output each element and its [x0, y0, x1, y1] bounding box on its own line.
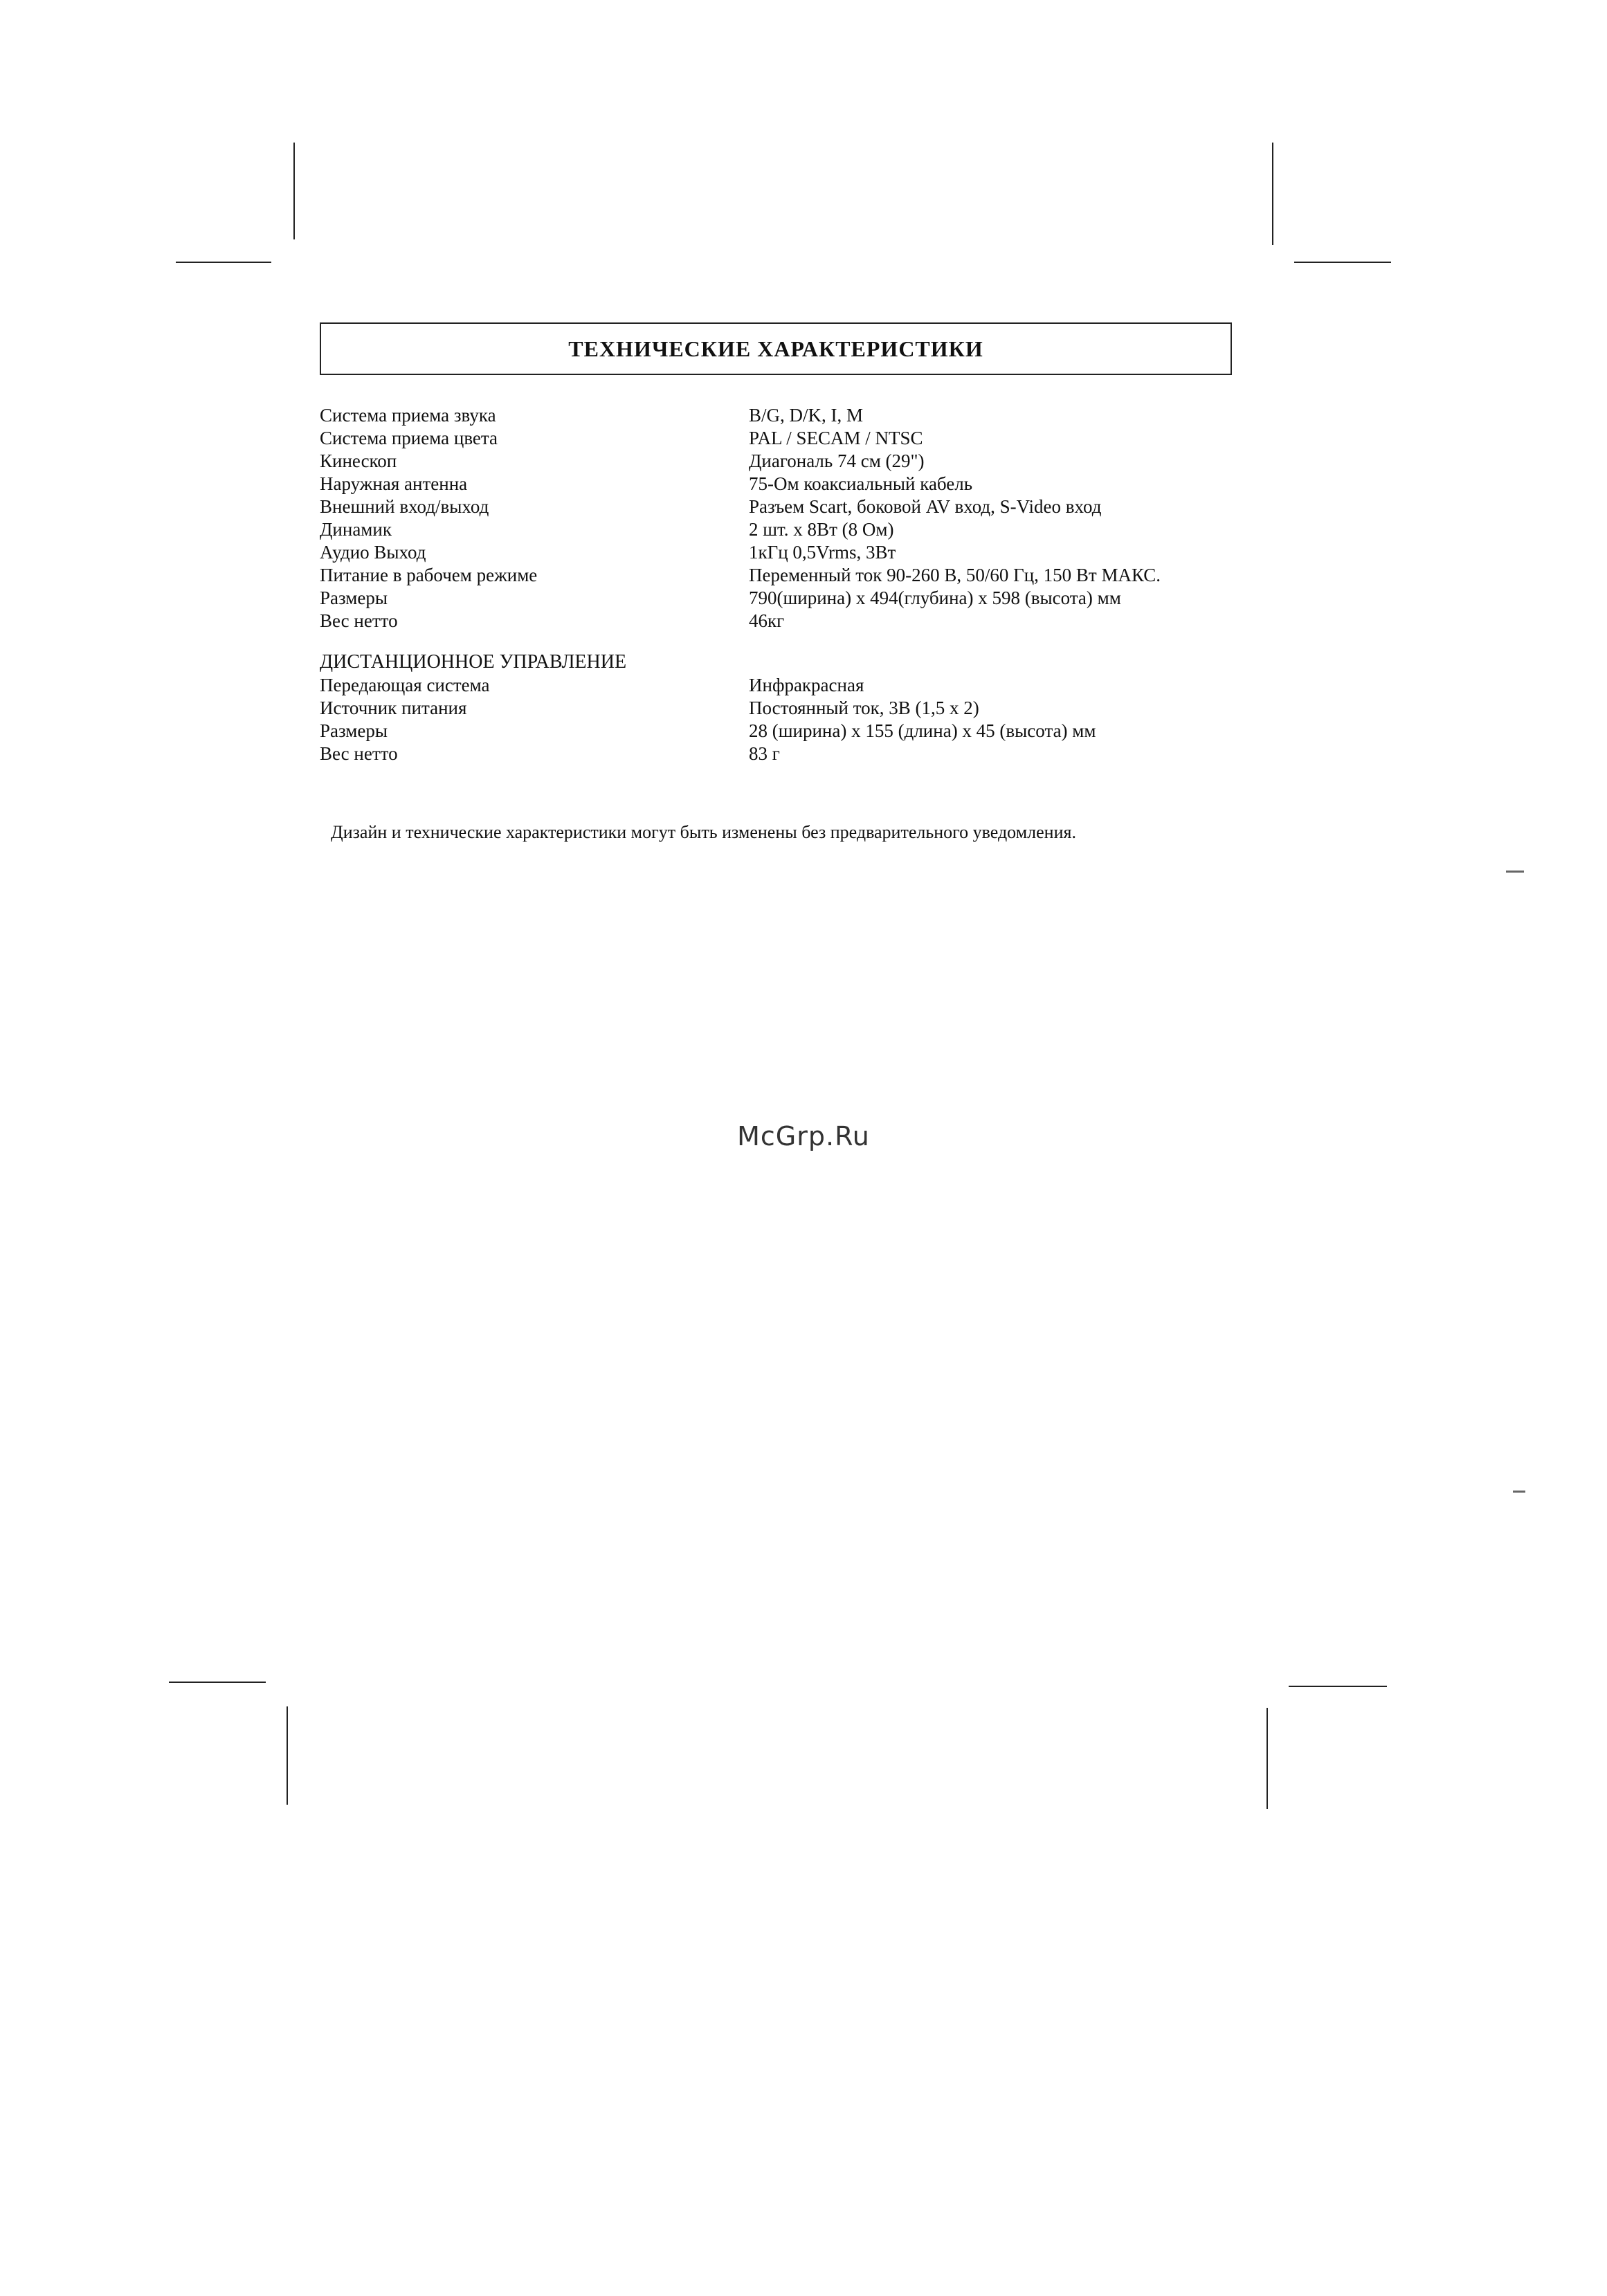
spec-label: Источник питания [320, 698, 467, 718]
crop-mark-top-left-vertical [293, 143, 295, 239]
spec-value: 1кГц 0,5Vrms, 3Вт [749, 542, 896, 563]
remote-specs-list [320, 674, 1219, 765]
spec-value: Диагональ 74 см (29") [749, 450, 925, 471]
spec-value: B/G, D/K, I, M [749, 405, 864, 426]
spec-row [320, 518, 1219, 541]
scan-speck [1506, 871, 1524, 873]
spec-value: PAL / SECAM / NTSC [749, 428, 923, 448]
spec-row [320, 610, 1219, 632]
title-box [320, 322, 1232, 375]
spec-row [320, 587, 1219, 610]
spec-label: Передающая система [320, 675, 490, 695]
spec-value: 75-Ом коаксиальный кабель [749, 473, 973, 494]
spec-label: Вес нетто [320, 610, 398, 631]
spec-row [320, 541, 1219, 564]
spec-row [320, 720, 1219, 742]
spec-label: Система приема цвета [320, 428, 498, 448]
spec-row [320, 697, 1219, 720]
spec-label: Питание в рабочем режиме [320, 565, 538, 585]
spec-value: 790(ширина) x 494(глубина) x 598 (высота) мм [749, 587, 1121, 608]
crop-mark-bottom-left-horizontal [169, 1682, 266, 1683]
footnote: Дизайн и технические характеристики могут быть изменены без предварительного уведомления. [331, 822, 1076, 842]
spec-label: Система приема звука [320, 405, 496, 426]
spec-label: Размеры [320, 720, 388, 741]
spec-value: Инфракрасная [749, 675, 864, 695]
spec-row [320, 742, 1219, 765]
spec-value: Постоянный ток, 3В (1,5 x 2) [749, 698, 979, 718]
spec-value: 2 шт. x 8Вт (8 Ом) [749, 519, 894, 540]
spec-label: Аудио Выход [320, 542, 426, 563]
spec-value: 83 г [749, 743, 780, 764]
spec-label: Кинескоп [320, 450, 397, 471]
scan-speck [1513, 1491, 1525, 1493]
spec-label: Вес нетто [320, 743, 398, 764]
main-specs-list [320, 404, 1219, 632]
crop-mark-top-right-horizontal [1294, 262, 1391, 263]
crop-mark-bottom-right-vertical [1266, 1708, 1268, 1809]
spec-label: Внешний вход/выход [320, 496, 489, 517]
crop-mark-top-left-horizontal [176, 262, 271, 263]
spec-row [320, 427, 1219, 450]
spec-row [320, 473, 1219, 495]
spec-label: Размеры [320, 587, 388, 608]
crop-mark-bottom-left-vertical [287, 1706, 288, 1805]
spec-row [320, 674, 1219, 697]
spec-row [320, 404, 1219, 427]
crop-mark-bottom-right-horizontal [1289, 1686, 1387, 1687]
remote-section-heading: ДИСТАНЦИОННОЕ УПРАВЛЕНИЕ [320, 651, 627, 673]
spec-value: Разъем Scart, боковой AV вход, S-Video вход [749, 496, 1102, 517]
spec-row [320, 450, 1219, 473]
spec-value: 28 (ширина) x 155 (длина) x 45 (высота) мм [749, 720, 1096, 741]
spec-value: Переменный ток 90-260 В, 50/60 Гц, 150 Вт МАКС. [749, 565, 1161, 585]
crop-mark-top-right-vertical [1272, 143, 1273, 245]
spec-row [320, 564, 1219, 587]
spec-row [320, 495, 1219, 518]
spec-label: Наружная антенна [320, 473, 468, 494]
spec-table [320, 404, 1219, 765]
spec-label: Динамик [320, 519, 392, 540]
watermark: McGrp.Ru [737, 1121, 870, 1151]
page-title: ТЕХНИЧЕСКИЕ ХАРАКТЕРИСТИКИ [568, 336, 983, 361]
spec-value: 46кг [749, 610, 785, 631]
